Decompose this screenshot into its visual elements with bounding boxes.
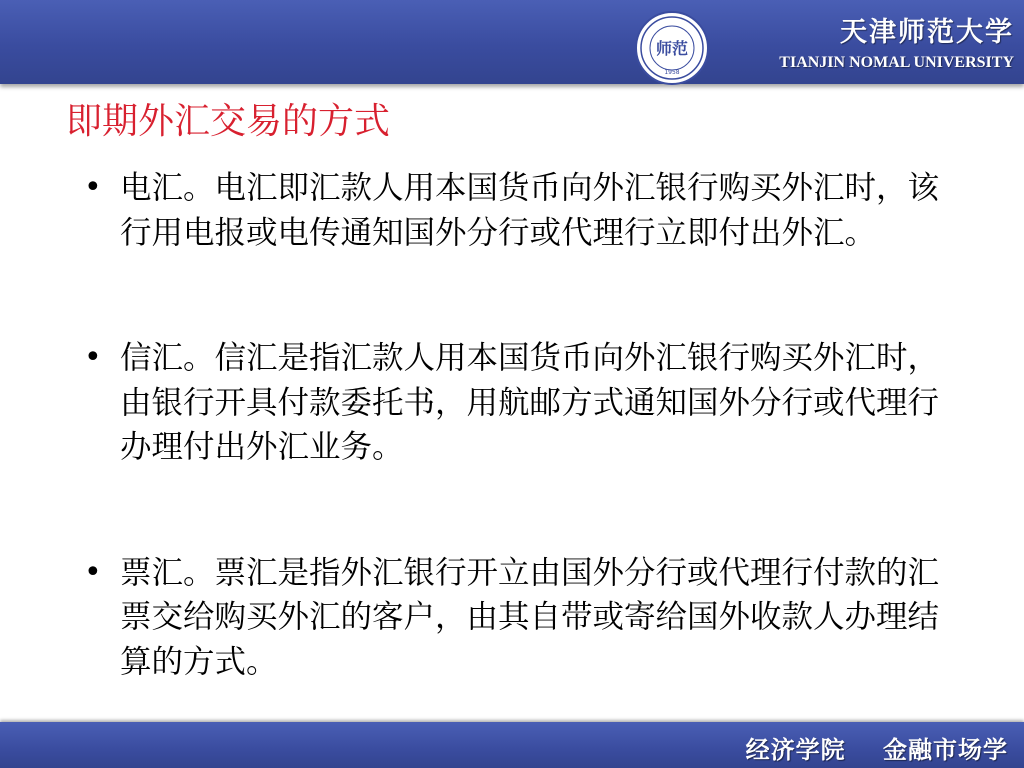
university-seal-icon	[632, 8, 712, 88]
footer-course-label: 金融市场学	[883, 736, 1008, 764]
bullet-dot-icon: •	[84, 554, 102, 590]
bullet-text: 信汇。信汇是指汇款人用本国货币向外汇银行购买外汇时，由银行开具付款委托书，用航邮方式通知国外分行或代理行办理付出外汇业务。	[120, 340, 940, 465]
footer-band	[0, 722, 1024, 768]
seal-year: 1958	[664, 69, 680, 76]
university-name-chinese: 天津师范大学	[840, 17, 1014, 48]
university-name-english: TIANJIN NOMAL UNIVERSITY	[779, 54, 1014, 71]
bullet-list	[84, 166, 964, 684]
bullet-item-telegraphic-transfer	[84, 166, 954, 255]
bullet-text: 电汇。电汇即汇款人用本国货币向外汇银行购买外汇时，该行用电报或电传通知国外分行或代理行立即付出外汇。	[120, 170, 940, 251]
bullet-dot-icon: •	[84, 340, 102, 375]
footer-label-group	[746, 730, 1008, 765]
bullet-item-demand-draft	[84, 551, 954, 685]
seal-text: 师范	[655, 39, 689, 58]
bullet-item-mail-transfer	[84, 336, 954, 470]
header-band	[0, 0, 1024, 84]
slide-title: 即期外汇交易的方式	[66, 101, 391, 142]
bullet-text: 票汇。票汇是指外汇银行开立由国外分行或代理行付款的汇票交给购买外汇的客户，由其自带或寄给国外收款人办理结算的方式。	[120, 554, 940, 680]
bullet-dot-icon: •	[84, 170, 102, 205]
footer-school-label: 经济学院	[745, 736, 846, 764]
